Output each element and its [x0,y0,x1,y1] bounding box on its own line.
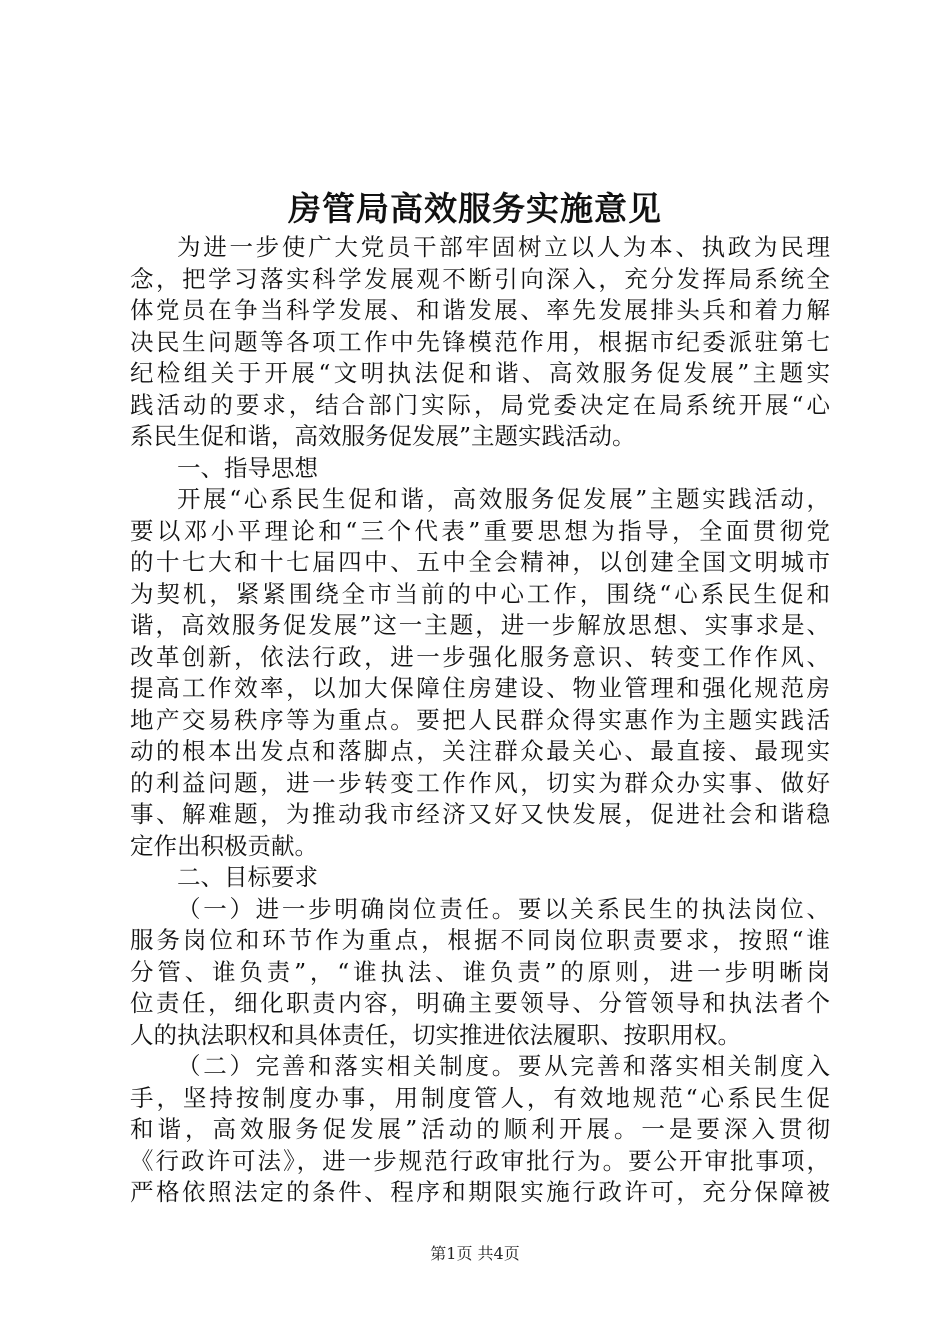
text-line: 人的执法职权和具体责任，切实推进依法履职、按职用权。 [130,1020,741,1049]
text-line: 分管、谁负责”，“谁执法、谁负责”的原则，进一步明晰岗 [130,957,830,986]
text-line: 严格依照法定的条件、程序和期限实施行政许可，充分保障被 [130,1178,830,1206]
text-line: 和谐，高效服务促发展”活动的顺利开展。一是要深入贯彻 [130,1115,830,1143]
text-line: 一、指导思想 [177,453,318,482]
document-body [130,232,830,1209]
text-line: 开展“心系民生促和谐，高效服务促发展”主题实践活动， [177,485,830,513]
text-line: 手，坚持按制度办事，用制度管人，有效地规范“心系民生促 [130,1083,830,1112]
text-line: 定作出积极贡献。 [130,831,318,860]
text-line: 二、目标要求 [177,863,318,891]
text-line: 地产交易秩序等为重点。要把人民群众得实惠作为主题实践活 [130,705,830,734]
text-line: 服务岗位和环节作为重点，根据不同岗位职责要求，按照“谁 [130,926,830,954]
page-number: 第1页 共4页 [430,1244,520,1263]
text-line: 动的根本出发点和落脚点，关注群众最关心、最直接、最现实 [130,737,830,765]
text-line: 事、解难题，为推动我市经济又好又快发展，促进社会和谐稳 [130,800,830,828]
text-line: 决民生问题等各项工作中先锋模范作用，根据市纪委派驻第七 [130,327,830,356]
text-line: 的十七大和十七届四中、五中全会精神，以创建全国文明城市 [130,548,830,576]
text-line: 为契机，紧紧围绕全市当前的中心工作，围绕“心系民生促和 [130,579,830,608]
text-line: 《行政许可法》，进一步规范行政审批行为。要公开审批事项， [130,1146,830,1175]
text-line: 践活动的要求，结合部门实际，局党委决定在局系统开展“心 [130,390,830,419]
text-line: 提高工作效率，以加大保障住房建设、物业管理和强化规范房 [130,674,830,702]
text-line: 位责任，细化职责内容，明确主要领导、分管领导和执法者个 [130,989,830,1017]
text-line: 为进一步使广大党员干部牢固树立以人为本、执政为民理 [177,233,830,261]
text-line: 谐，高效服务促发展”这一主题，进一步解放思想、实事求是、 [130,611,830,639]
text-line: 的利益问题，进一步转变工作作风，切实为群众办实事、做好 [130,768,830,797]
text-line: （二）完善和落实相关制度。要从完善和落实相关制度入 [177,1052,830,1080]
text-line: 系民生促和谐，高效服务促发展”主题实践活动。 [130,422,636,450]
text-line: 体党员在争当科学发展、和谐发展、率先发展排头兵和着力解 [130,296,830,324]
text-line: （一）进一步明确岗位责任。要以关系民生的执法岗位、 [177,894,830,923]
text-line: 改革创新，依法行政，进一步强化服务意识、转变工作作风、 [130,642,830,671]
text-line: 要以邓小平理论和“三个代表”重要思想为指导，全面贯彻党 [130,516,830,545]
document-title: 房管局高效服务实施意见 [288,189,662,228]
text-line: 念，把学习落实科学发展观不断引向深入，充分发挥局系统全 [130,264,830,293]
text-line: 纪检组关于开展“文明执法促和谐、高效服务促发展”主题实 [130,359,830,387]
